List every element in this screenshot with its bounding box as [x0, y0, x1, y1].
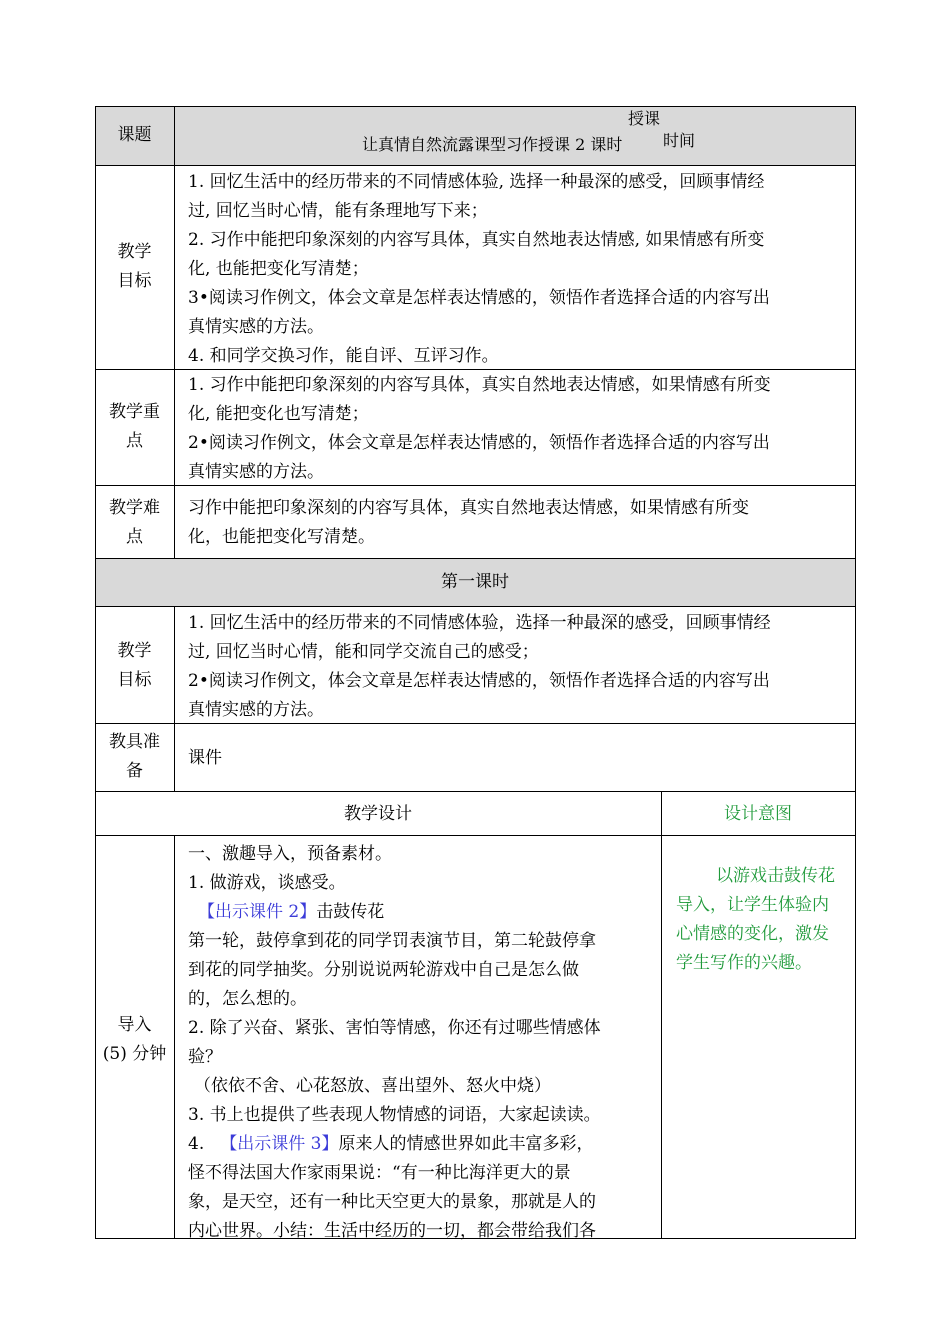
difficulties-label [95, 494, 174, 552]
difficulties-label-line: 教学难 [109, 498, 160, 518]
class-time-label [628, 108, 696, 164]
lesson-one-goals-label [95, 637, 174, 695]
lesson-title: 让真情自然流露课型习作授课 2 课时 [362, 135, 623, 154]
key-point-line: 2•阅读习作例文，体会文章是怎样表达情感的，领悟作者选择合适的内容写出 [188, 433, 770, 453]
stage-label [95, 1011, 174, 1069]
design-content [188, 840, 658, 1241]
content-line: 象，是天空，还有一种比天空更大的景象，那就是人的 [188, 1192, 596, 1212]
content-line: 的，怎么想的。 [188, 989, 307, 1009]
content-line: 验？ [188, 1047, 222, 1067]
content-line: 2. 除了兴奋、紧张、害怕等情感，你还有过哪些情感体 [188, 1018, 601, 1038]
lesson-one-goals-text [188, 609, 771, 725]
content-text: 4. [188, 1134, 205, 1154]
courseware-link[interactable]: 【出示课件 3】 [220, 1134, 339, 1154]
key-points-label-line: 教学重 [109, 402, 160, 422]
goal-line: 1. 回忆生活中的经历带来的不同情感体验, 选择一种最深的感受，回顾事情经 [188, 172, 765, 192]
table-border [95, 558, 856, 559]
table-border [95, 835, 856, 836]
lesson-one-title: 第一课时 [441, 572, 509, 592]
key-point-line: 化, 能把变化也写清楚； [188, 404, 369, 424]
content-text: 击鼓传花 [316, 902, 385, 922]
key-points-label-line: 点 [126, 431, 143, 451]
table-border [174, 835, 175, 1239]
content-line: 1. 做游戏，谈感受。 [188, 873, 346, 893]
content-line: 第一轮，鼓停拿到花的同学罚表演节目，第二轮鼓停拿 [188, 931, 596, 951]
lesson-one-goal-line: 过, 回忆当时心情，能和同学交流自己的感受； [188, 642, 539, 662]
topic-label: 课题 [117, 125, 152, 145]
goals-label-line: 教学 [117, 242, 152, 262]
courseware-link[interactable]: 【出示课件 2】 [198, 902, 317, 922]
content-line: （依依不舍、心花怒放、喜出望外、怒火中烧） [194, 1076, 551, 1096]
content-line: 怪不得法国大作家雨果说：“有一种比海洋更大的景 [188, 1163, 571, 1183]
tools-label-line: 备 [126, 761, 143, 781]
goal-line: 化, 也能把变化写清楚； [188, 259, 369, 279]
intent-line: 学生写作的兴趣。 [676, 953, 812, 973]
goal-line: 3•阅读习作例文，体会文章是怎样表达情感的，领悟作者选择合适的内容写出 [188, 288, 770, 308]
key-points-label [95, 398, 174, 456]
tools-label [95, 728, 174, 786]
content-line: 3. 书上也提供了些表现人物情感的词语，大家起读读。 [188, 1105, 601, 1125]
intent-line: 导入，让学生体验内 [676, 895, 829, 915]
key-point-line: 1. 习作中能把印象深刻的内容写具体，真实自然地表达情感，如果情感有所变 [188, 375, 771, 395]
difficulties-label-line: 点 [126, 527, 143, 547]
class-time-label-part: 时间 [663, 131, 696, 150]
lesson-one-goals-label-line: 教学 [117, 641, 152, 661]
key-point-line: 真情实感的方法。 [188, 462, 324, 482]
table-border [855, 106, 856, 1239]
difficulties-text [188, 494, 749, 552]
table-border [174, 106, 175, 559]
tools-value: 课件 [188, 748, 222, 768]
intent-line: 心情感的变化，激发 [676, 924, 829, 944]
lesson-one-goal-line: 真情实感的方法。 [188, 700, 324, 720]
table-border [95, 791, 856, 792]
goal-line: 真情实感的方法。 [188, 317, 324, 337]
content-text: 原来人的情感世界如此丰富多彩， [338, 1134, 594, 1154]
stage-label-line: (5) 分钟 [102, 1044, 167, 1064]
stage-label-line: 导入 [117, 1015, 152, 1035]
table-border [95, 606, 856, 607]
lesson-one-goal-line: 1. 回忆生活中的经历带来的不同情感体验，选择一种最深的感受，回顾事情经 [188, 613, 771, 633]
table-border [95, 165, 856, 166]
design-intent [676, 862, 835, 978]
goal-line: 4. 和同学交换习作，能自评、互评习作。 [188, 346, 499, 366]
class-time-label-line [628, 130, 696, 152]
design-header: 教学设计 [344, 804, 412, 824]
goals-label [95, 238, 174, 296]
intent-line: 以游戏击鼓传花 [716, 866, 835, 886]
goal-line: 过, 回忆当时心情，能有条理地写下来； [188, 201, 488, 221]
content-line: 内心世界。小结：生活中经历的一切，都会带给我们各 [188, 1221, 596, 1241]
content-line [188, 1130, 658, 1159]
table-border [661, 791, 662, 1239]
content-line: 到花的同学抽奖。分别说说两轮游戏中自己是怎么做 [188, 960, 579, 980]
lesson-one-goal-line: 2•阅读习作例文，体会文章是怎样表达情感的，领悟作者选择合适的内容写出 [188, 671, 770, 691]
content-line [188, 898, 658, 927]
difficulty-line: 化，也能把变化写清楚。 [188, 527, 375, 547]
content-line: 一、激趣导入，预备素材。 [188, 844, 392, 864]
goals-text [188, 168, 770, 371]
goal-line: 2. 习作中能把印象深刻的内容写具体，真实自然地表达情感, 如果情感有所变 [188, 230, 765, 250]
class-time-label-line: 授课 [628, 109, 661, 128]
key-points-text [188, 371, 771, 487]
lesson-one-goals-label-line: 目标 [117, 670, 152, 690]
intent-header: 设计意图 [724, 804, 792, 824]
difficulty-line: 习作中能把印象深刻的内容写具体，真实自然地表达情感，如果情感有所变 [188, 498, 749, 518]
goals-label-line: 目标 [117, 271, 152, 291]
tools-label-line: 教具准 [109, 732, 160, 752]
table-border [174, 606, 175, 792]
table-border [95, 106, 856, 107]
